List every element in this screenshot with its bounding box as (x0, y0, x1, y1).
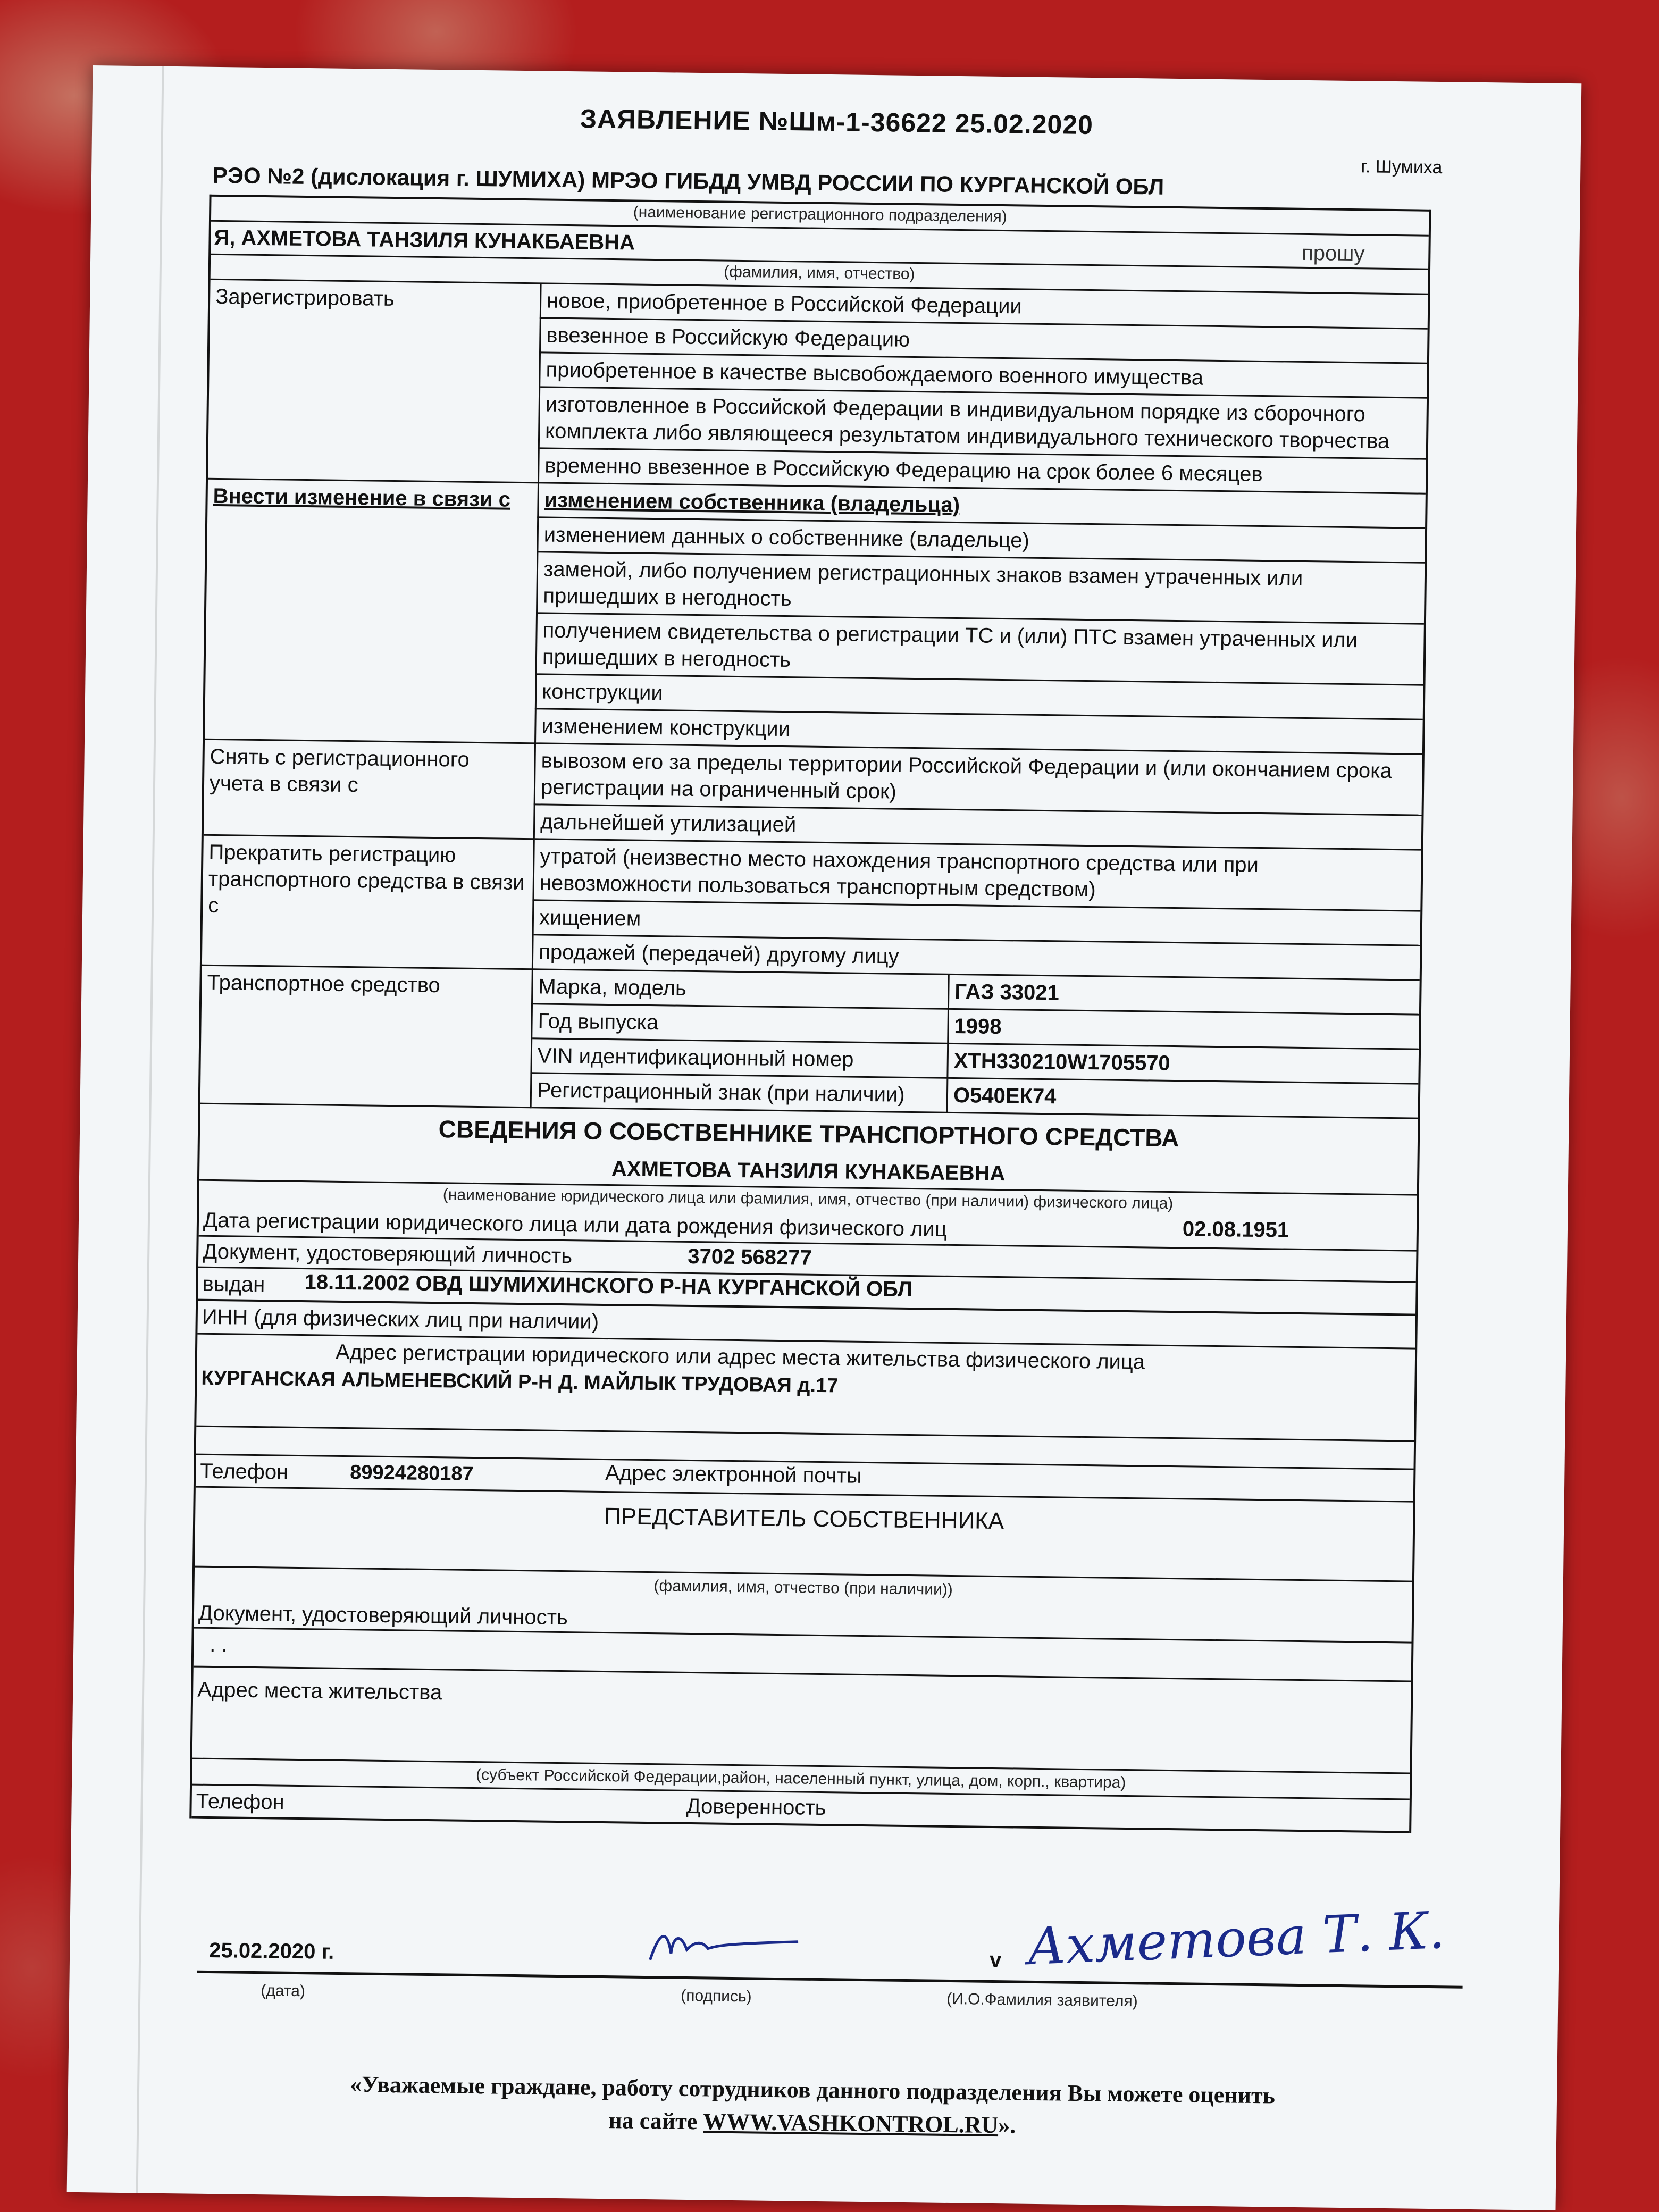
register-option: новое, приобретенное в Российской Федерации (540, 284, 1428, 329)
signature-mark: v (989, 1948, 1002, 1972)
signature-line (197, 1971, 1463, 1989)
owner-address-value: КУРГАНСКАЯ АЛЬМЕНЕВСКИЙ Р-Н Д. МАЙЛЫК ТРУДОВАЯ д.17 (196, 1363, 1414, 1442)
footer-line-1: «Уважаемые граждане, работу сотрудников данного подразделения Вы можете оценить (350, 2071, 1276, 2109)
owner-name: АХМЕТОВА ТАНЗИЛЯ КУНАКБАЕВНА (199, 1141, 1418, 1196)
remove-label: Снять с регистрационного учета в связи с (204, 739, 535, 839)
owner-doc-label: Документ, удостоверяющий личность (203, 1239, 573, 1268)
register-label: Зарегистрировать (208, 280, 541, 483)
department-caption: (наименование регистрационного подразделения) (211, 197, 1429, 237)
change-option: изменением конструкции (535, 709, 1423, 754)
applicant-caption: (фамилия, имя, отчество) (211, 255, 1428, 295)
application-form-sheet (67, 65, 1582, 2210)
date-caption: (дата) (261, 1982, 306, 2000)
remove-option: вывозом его за пределы территории Российской Федерации и (или окончанием срока регистрации на ограниченный срок) (534, 743, 1422, 815)
owner-email-label: Адрес электронной почты (605, 1461, 862, 1488)
owner-address-section (196, 1333, 1415, 1503)
owner-birth-date: 02.08.1951 (1182, 1217, 1289, 1242)
applicant-name-caption: (И.О.Фамилия заявителя) (946, 1990, 1138, 2010)
representative-phone-label: Телефон (196, 1789, 284, 1814)
vehicle-make-value: ГАЗ 33021 (948, 975, 1419, 1015)
vehicle-year-label: Год выпуска (532, 1004, 949, 1044)
change-label: Внести изменение в связи с (205, 479, 538, 743)
change-option: получением свидетельства о регистрации ТС и (или) ПТС взамен утраченных или пришедших в негодность (536, 613, 1424, 685)
register-option: временно ввезенное в Российскую Федерацию на срок более 6 месяцев (539, 448, 1426, 493)
register-option: изготовленное в Российской Федерации в индивидуальном порядке из сборочного комплекта либо являющееся результатом индивидуального технического творчества (539, 387, 1427, 459)
remove-option: дальнейшей утилизацией (534, 805, 1421, 850)
city-label: г. Шумиха (1361, 156, 1443, 178)
representative-doc-dots: . . (210, 1632, 228, 1657)
owner-address-heading: Адрес регистрации юридического или адрес места жительства физического лица (335, 1340, 1145, 1374)
change-option: заменой, либо получением регистрационных знаков взамен утраченных или пришедших в негодность (537, 552, 1425, 624)
applicant-signature (643, 1914, 806, 1980)
owner-name-caption: (наименование юридического лица или фамилия, имя, отчество (при наличии) физического лица) (442, 1186, 1174, 1213)
stop-option: продажей (передачей) другому лицу (532, 935, 1420, 980)
representative-section (191, 1488, 1413, 1833)
owner-phone-label: Телефон (199, 1459, 289, 1484)
owner-issued-value: 18.11.2002 ОВД ШУМИХИНСКОГО Р-НА КУРГАНСКОЙ ОБЛ (304, 1270, 913, 1302)
representative-name-caption: (фамилия, имя, отчество (при наличии)) (653, 1577, 953, 1599)
vehicle-vin-value: XTH330210W1705570 (948, 1043, 1419, 1084)
footer-prefix: на сайте (608, 2107, 703, 2135)
footer-suffix: ». (998, 2112, 1016, 2139)
stop-option: хищением (533, 900, 1420, 945)
request-word: прошу (1301, 241, 1365, 266)
vehicle-plate-value: О540ЕК74 (947, 1078, 1418, 1118)
owner-issued-label: выдан (202, 1272, 265, 1297)
representative-address-row (192, 1668, 1411, 1774)
application-title: ЗАЯВЛЕНИЕ №Шм-1-36622 25.02.2020 (580, 104, 1094, 140)
vehicle-label: Транспортное средство (200, 966, 533, 1108)
representative-proxy-label: Доверенность (686, 1794, 826, 1820)
representative-address-label: Адрес места жительства (197, 1678, 442, 1705)
representative-address-caption: (субъект Российской Федерации,район, населенный пункт, улица, дом, корп., квартира) (475, 1766, 1126, 1792)
change-option: изменением данных о собственнике (владельце) (538, 517, 1425, 563)
owner-inn-label: ИНН (для физических лиц при наличии) (202, 1305, 599, 1334)
handwritten-signature-icon (643, 1914, 805, 1971)
applicant-name: Я, АХМЕТОВА ТАНЗИЛЯ КУНАКБАЕВНА (214, 225, 635, 255)
owner-heading: СВЕДЕНИЯ О СОБСТВЕННИКЕ ТРАНСПОРТНОГО СРЕДСТВА (438, 1115, 1179, 1152)
vehicle-plate-label: Регистрационный знак (при наличии) (531, 1073, 948, 1113)
vehicle-table (200, 966, 1420, 1119)
register-option: приобретенное в качестве высвобождаемого военного имущества (540, 353, 1427, 398)
owner-birth-label: Дата регистрации юридического лица или дата рождения физического лиц (203, 1208, 947, 1241)
handwritten-applicant-name: Ахметова Т. К. (1026, 1900, 1446, 1977)
owner-section (198, 1104, 1418, 1316)
request-options-table (202, 280, 1428, 981)
owner-doc-number: 3702 568277 (687, 1244, 812, 1270)
vehicle-vin-label: VIN идентификационный номер (531, 1038, 948, 1078)
department-name: РЭО №2 (дислокация г. ШУМИХА) МРЭО ГИБДД УМВД РОССИИ ПО КУРГАНСКОЙ ОБЛ (212, 162, 1164, 199)
vehicle-year-value: 1998 (948, 1009, 1419, 1049)
owner-phone-value: 89924280187 (349, 1461, 474, 1485)
representative-heading: ПРЕДСТАВИТЕЛЬ СОБСТВЕННИКА (195, 1488, 1413, 1582)
representative-doc-label: Документ, удостоверяющий личность (198, 1601, 568, 1630)
stop-label: Прекратить регистрацию транспортного средства в связи с (202, 835, 534, 969)
signature-date: 25.02.2020 г. (208, 1938, 334, 1964)
stop-option: утратой (неизвестно место нахождения транспортного средства или при невозможности пользоваться транспортным средством) (533, 839, 1421, 911)
change-option: конструкции (535, 674, 1423, 719)
change-option-selected: изменением собственника (владельца) (538, 483, 1426, 528)
signature-caption: (подпись) (681, 1987, 752, 2006)
register-option: ввезенное в Российскую Федерацию (540, 318, 1428, 363)
footer-site-link[interactable]: WWW.VASHKONTROL.RU (703, 2108, 999, 2139)
vehicle-make-label: Марка, модель (532, 970, 949, 1009)
form-body (189, 195, 1431, 1833)
footer-notice (68, 2065, 1557, 2149)
